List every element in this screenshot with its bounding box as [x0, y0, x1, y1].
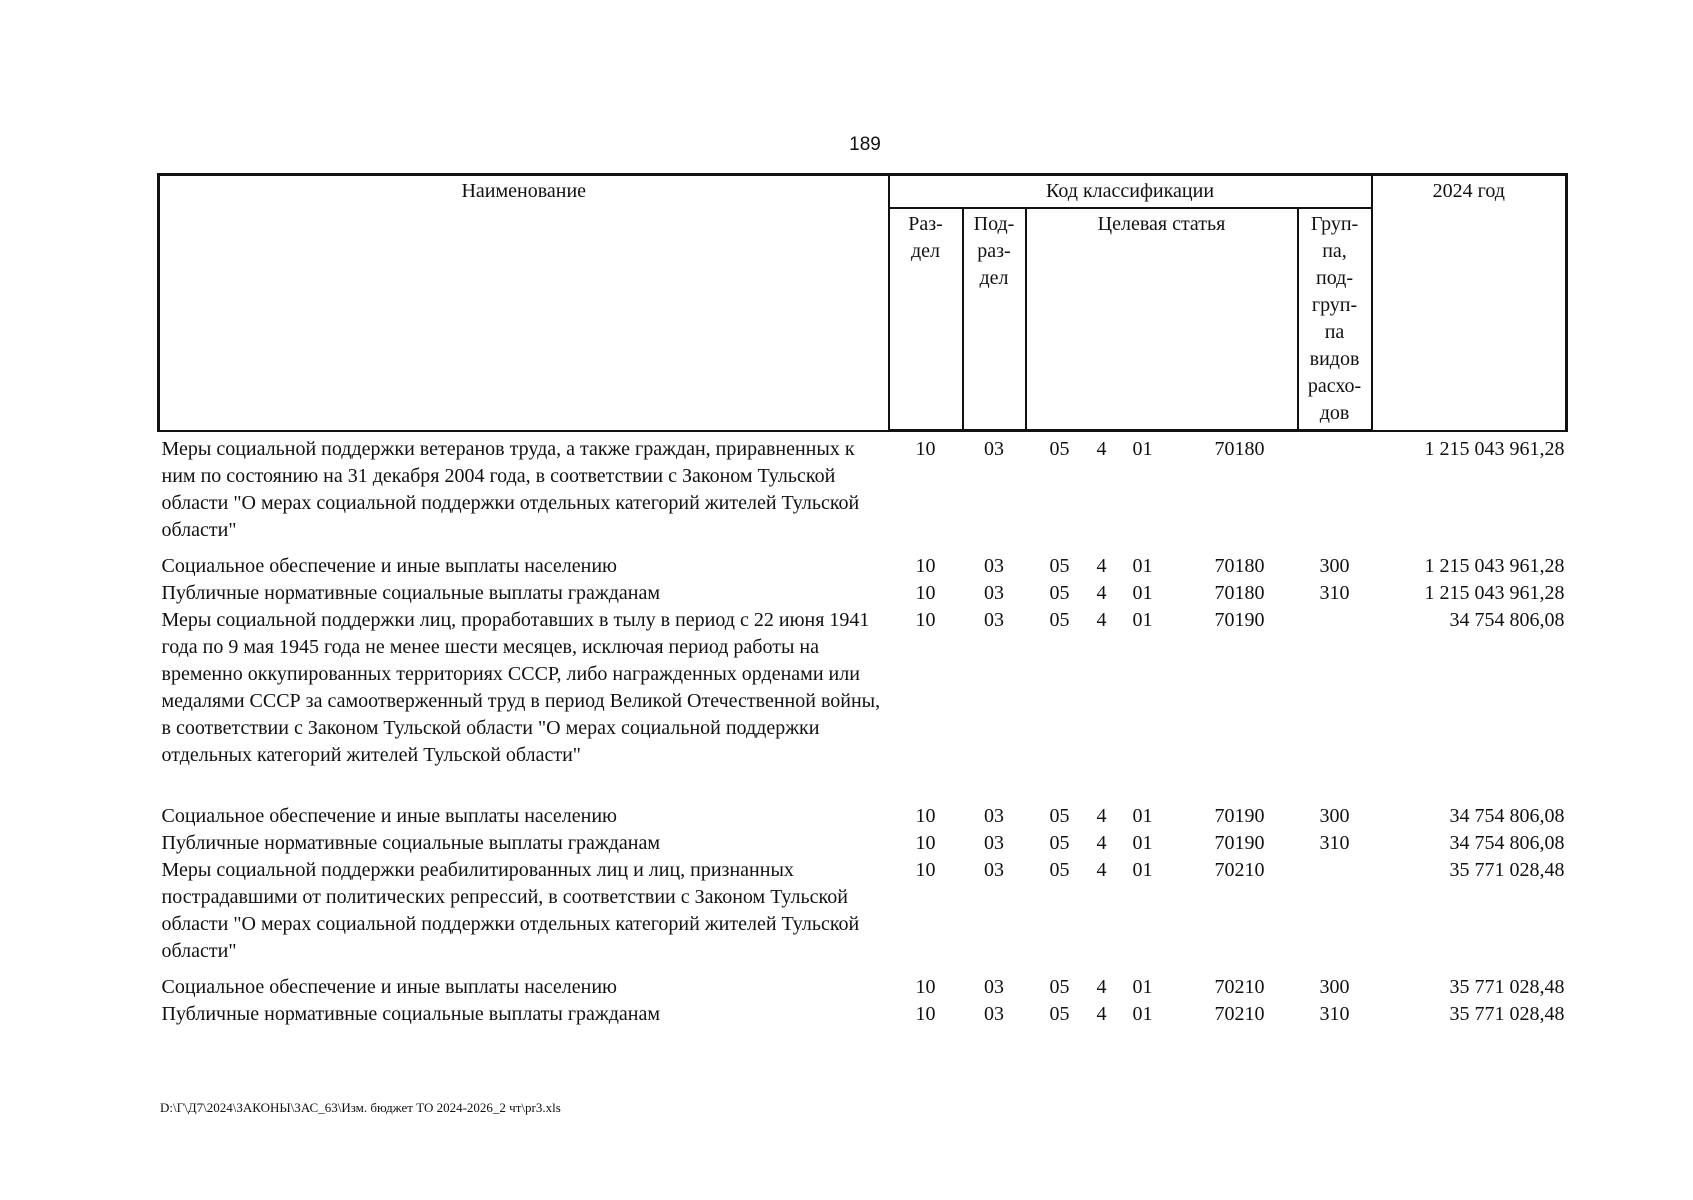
- target-article-part: 70210: [1214, 1002, 1265, 1025]
- table-row: [159, 857, 1567, 974]
- table-row: [159, 607, 1567, 803]
- row-group: 300: [1319, 975, 1350, 998]
- row-razdel: 10: [915, 1002, 936, 1025]
- row-amount: 34 754 806,08: [1449, 804, 1565, 827]
- target-article-part: 4: [1096, 858, 1107, 881]
- row-podrazdel: 03: [984, 831, 1004, 854]
- target-article-part: 05: [1049, 608, 1070, 631]
- row-target-article: [1026, 431, 1298, 553]
- row-name: Публичные нормативные социальные выплаты гражданам: [161, 831, 661, 854]
- row-amount: 1 215 043 961,28: [1424, 581, 1565, 604]
- header-podrazdel: Под- раз- дел: [963, 208, 1026, 431]
- file-path-footer: D:\Г\Д7\2024\ЗАКОНЫ\ЗАС_63\Изм. бюджет ТО 2024-2026_2 чт\pr3.xls: [160, 1100, 561, 1115]
- row-target-article: [1026, 580, 1298, 607]
- target-article-part: 01: [1132, 831, 1153, 854]
- table-row: [159, 553, 1567, 580]
- row-amount: 34 754 806,08: [1449, 608, 1565, 631]
- header-code-classification: Код классификации: [889, 175, 1372, 209]
- target-article-part: 70180: [1214, 581, 1265, 604]
- row-group: [1298, 857, 1372, 974]
- target-article-part: 70180: [1214, 554, 1265, 577]
- table-row: [159, 580, 1567, 607]
- row-razdel: 10: [915, 858, 936, 881]
- row-target-article: [1026, 607, 1298, 803]
- row-razdel: 10: [915, 608, 936, 631]
- table-row: [159, 830, 1567, 857]
- row-razdel: 10: [915, 975, 936, 998]
- row-amount: 35 771 028,48: [1449, 858, 1565, 881]
- target-article-part: 01: [1132, 804, 1153, 827]
- row-target-article: [1026, 553, 1298, 580]
- target-article-part: 4: [1096, 554, 1107, 577]
- row-group: 310: [1319, 1002, 1350, 1025]
- header-group: Груп- па, под- груп- па видов расхо- дов: [1298, 208, 1372, 431]
- row-name: Социальное обеспечение и иные выплаты населению: [161, 554, 617, 577]
- target-article-part: 05: [1049, 831, 1070, 854]
- target-article-part: 05: [1049, 438, 1070, 460]
- target-article-part: 05: [1049, 1002, 1070, 1025]
- row-razdel: 10: [915, 438, 936, 460]
- row-group: [1298, 431, 1372, 553]
- header-target-article: Целевая статья: [1026, 208, 1298, 431]
- row-name: Социальное обеспечение и иные выплаты населению: [161, 804, 617, 827]
- target-article-part: 70210: [1214, 858, 1265, 881]
- target-article-part: 01: [1132, 554, 1153, 577]
- row-podrazdel: 03: [984, 1002, 1004, 1025]
- table-row: [159, 431, 1567, 553]
- row-razdel: 10: [915, 804, 936, 827]
- row-podrazdel: 03: [984, 608, 1004, 631]
- target-article-part: 4: [1096, 608, 1107, 631]
- target-article-part: 01: [1132, 608, 1153, 631]
- row-name: Меры социальной поддержки лиц, проработавших в тылу в период с 22 июня 1941 года по 9 мая 1945 года не менее шести месяцев, исключая период работы на временно оккупированных территориях СССР, либо награжденных орденами или медалями СССР за самоотверженный труд в период Великой Отечественной войны, в соответствии с Законом Тульской области "О мерах социальной поддержки отдельных категорий жителей Тульской области": [161, 608, 881, 766]
- row-podrazdel: 03: [984, 438, 1004, 460]
- header-year: 2024 год: [1372, 175, 1567, 431]
- target-article-part: 05: [1049, 554, 1070, 577]
- row-target-article: [1026, 857, 1298, 974]
- row-amount: 1 215 043 961,28: [1424, 554, 1565, 577]
- row-name: Социальное обеспечение и иные выплаты населению: [161, 975, 617, 998]
- row-amount: 34 754 806,08: [1449, 831, 1565, 854]
- row-podrazdel: 03: [984, 554, 1004, 577]
- target-article-part: 05: [1049, 975, 1070, 998]
- row-name: Меры социальной поддержки реабилитированных лиц и лиц, признанных пострадавшими от политических репрессий, в соответствии с Законом Тульской области "О мерах социальной поддержки отдельных категорий жителей Тульской области": [161, 858, 860, 962]
- row-podrazdel: 03: [984, 581, 1004, 604]
- row-group: [1298, 607, 1372, 803]
- row-name: Публичные нормативные социальные выплаты гражданам: [161, 1002, 661, 1025]
- target-article-part: 01: [1132, 581, 1153, 604]
- target-article-part: 70210: [1214, 975, 1265, 998]
- target-article-part: 70190: [1214, 831, 1265, 854]
- target-article-part: 01: [1132, 1002, 1153, 1025]
- target-article-part: 05: [1049, 581, 1070, 604]
- target-article-part: 4: [1096, 831, 1107, 854]
- row-name: Публичные нормативные социальные выплаты гражданам: [161, 581, 661, 604]
- row-amount: 35 771 028,48: [1449, 1002, 1565, 1025]
- row-target-article: [1026, 803, 1298, 830]
- table-row: [159, 803, 1567, 830]
- target-article-part: 4: [1096, 1002, 1107, 1025]
- target-article-part: 05: [1049, 804, 1070, 827]
- target-article-part: 70190: [1214, 608, 1265, 631]
- budget-table: [157, 173, 1568, 1028]
- row-razdel: 10: [915, 554, 936, 577]
- page-number: 189: [849, 134, 881, 155]
- row-target-article: [1026, 1001, 1298, 1028]
- row-name: Меры социальной поддержки ветеранов труда, а также граждан, приравненных к ним по состоянию на 31 декабря 2004 года, в соответствии с Законом Тульской области "О мерах социальной поддержки отдельных категорий жителей Тульской области": [161, 437, 860, 541]
- target-article-part: 4: [1096, 581, 1107, 604]
- row-group: 310: [1319, 581, 1350, 604]
- target-article-part: 70190: [1214, 804, 1265, 827]
- row-podrazdel: 03: [984, 858, 1004, 881]
- row-group: 310: [1319, 831, 1350, 854]
- row-target-article: [1026, 830, 1298, 857]
- row-amount: 35 771 028,48: [1449, 975, 1565, 998]
- target-article-part: 01: [1132, 438, 1153, 460]
- table-row: [159, 1001, 1567, 1028]
- row-amount: 1 215 043 961,28: [1424, 437, 1565, 460]
- row-group: 300: [1319, 554, 1350, 577]
- row-target-article: [1026, 974, 1298, 1001]
- target-article-part: 05: [1049, 858, 1070, 881]
- header-name: Наименование: [159, 175, 889, 431]
- target-article-part: 4: [1096, 975, 1107, 998]
- target-article-part: 01: [1132, 975, 1153, 998]
- row-group: 300: [1319, 804, 1350, 827]
- table-row: [159, 974, 1567, 1001]
- row-podrazdel: 03: [984, 975, 1004, 998]
- target-article-part: 01: [1132, 858, 1153, 881]
- header-razdel: Раз- дел: [889, 208, 963, 431]
- target-article-part: 70180: [1214, 438, 1265, 460]
- row-razdel: 10: [915, 831, 936, 854]
- row-razdel: 10: [915, 581, 936, 604]
- row-podrazdel: 03: [984, 804, 1004, 827]
- target-article-part: 4: [1096, 438, 1107, 460]
- target-article-part: 4: [1096, 804, 1107, 827]
